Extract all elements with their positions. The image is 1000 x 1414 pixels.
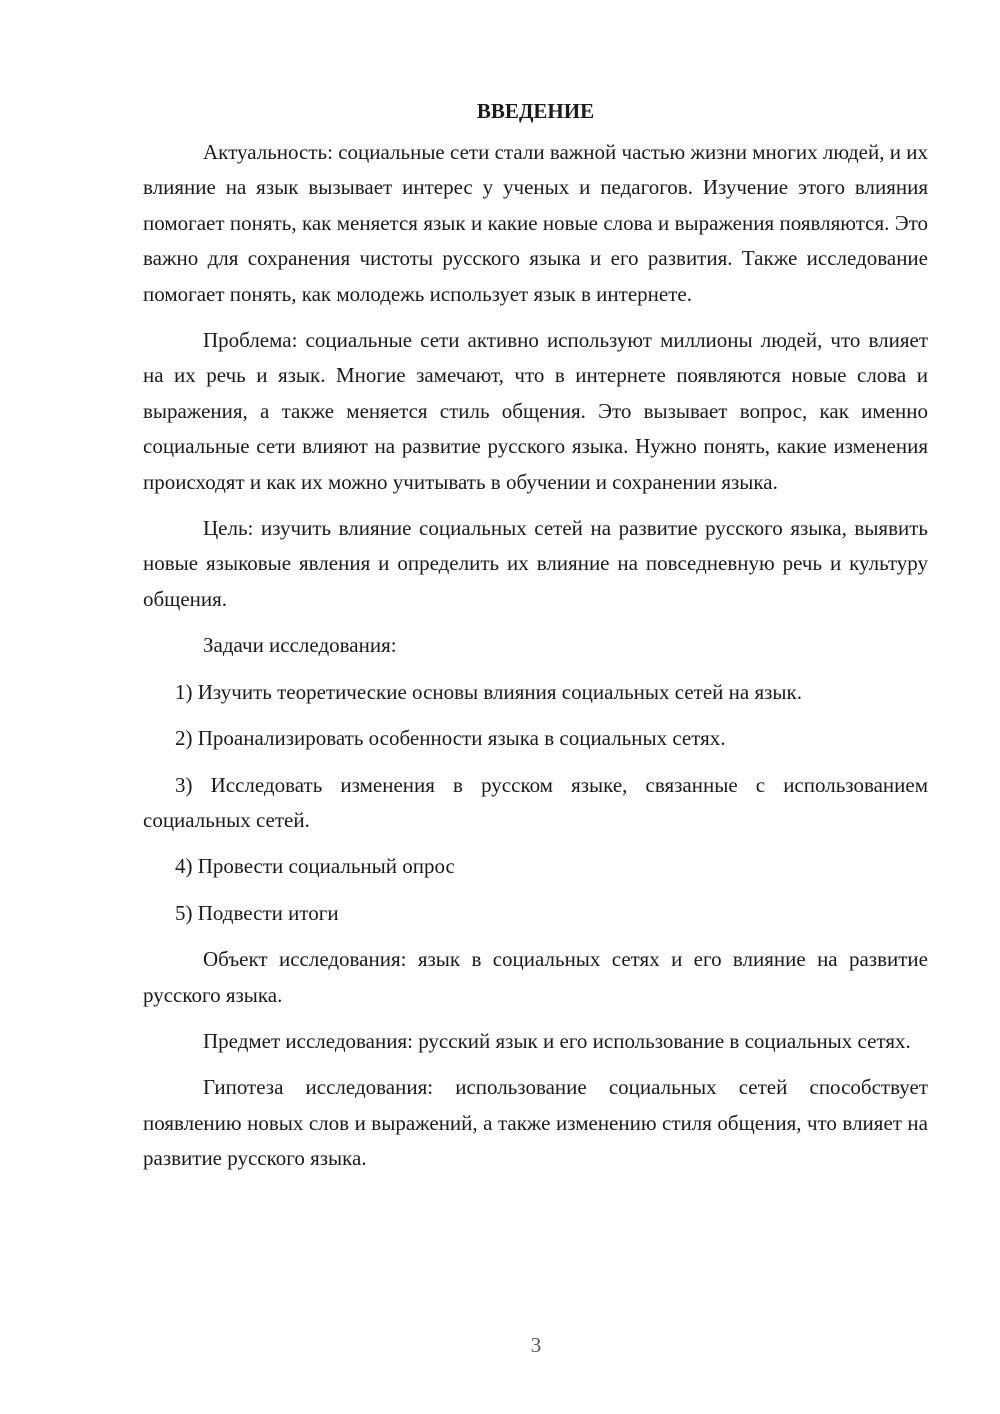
page-title: ВВЕДЕНИЕ xyxy=(476,99,595,123)
goal-paragraph: Цель: изучить влияние социальных сетей на развитие русского языка, выявить новые языковые явления и определить их влияние на повседневную речь и культуру общения. xyxy=(143,516,928,611)
task-item: 2) Проанализировать особенности языка в социальных сетях. xyxy=(175,726,726,751)
object-paragraph: Объект исследования: язык в социальных сетях и его влияние на развитие русского языка. xyxy=(143,947,928,1007)
task-item: 5) Подвести итоги xyxy=(175,900,339,925)
problem-paragraph: Проблема: социальные сети активно используют миллионы людей, что влияет на их речь и язык. Многие замечают, что в интернете появляются новые слова и выражения, а также меняется стиль общения. Это вызывает вопрос, как именно социальные сети влияют на развитие русского языка. Нужно понять, какие изменения происходят и как их можно учитывать в обучении и сохранении языка. xyxy=(143,328,928,494)
tasks-heading: Задачи исследования: xyxy=(203,633,397,658)
task-item: 3) Исследовать изменения в русском языке, связанные с использованием социальных сетей. xyxy=(143,772,928,832)
document-page xyxy=(143,95,928,1188)
page-number: 3 xyxy=(530,1333,542,1357)
task-item: 1) Изучить теоретические основы влияния социальных сетей на язык. xyxy=(175,679,802,704)
relevance-paragraph: Актуальность: социальные сети стали важной частью жизни многих людей, и их влияние на язык вызывает интерес у ученых и педагогов. Изучение этого влияния помогает понять, как меняется язык и какие новые слова и выражения появляются. Это важно для сохранения чистоты русского языка и его развития. Также исследование помогает понять, как молодежь использует язык в интернете. xyxy=(143,140,928,306)
hypothesis-paragraph: Гипотеза исследования: использование социальных сетей способствует появлению новых слов и выражений, а также изменению стиля общения, что влияет на развитие русского языка. xyxy=(143,1075,928,1171)
subject-paragraph: Предмет исследования: русский язык и его использование в социальных сетях. xyxy=(203,1028,911,1053)
task-item: 4) Провести социальный опрос xyxy=(175,854,455,879)
